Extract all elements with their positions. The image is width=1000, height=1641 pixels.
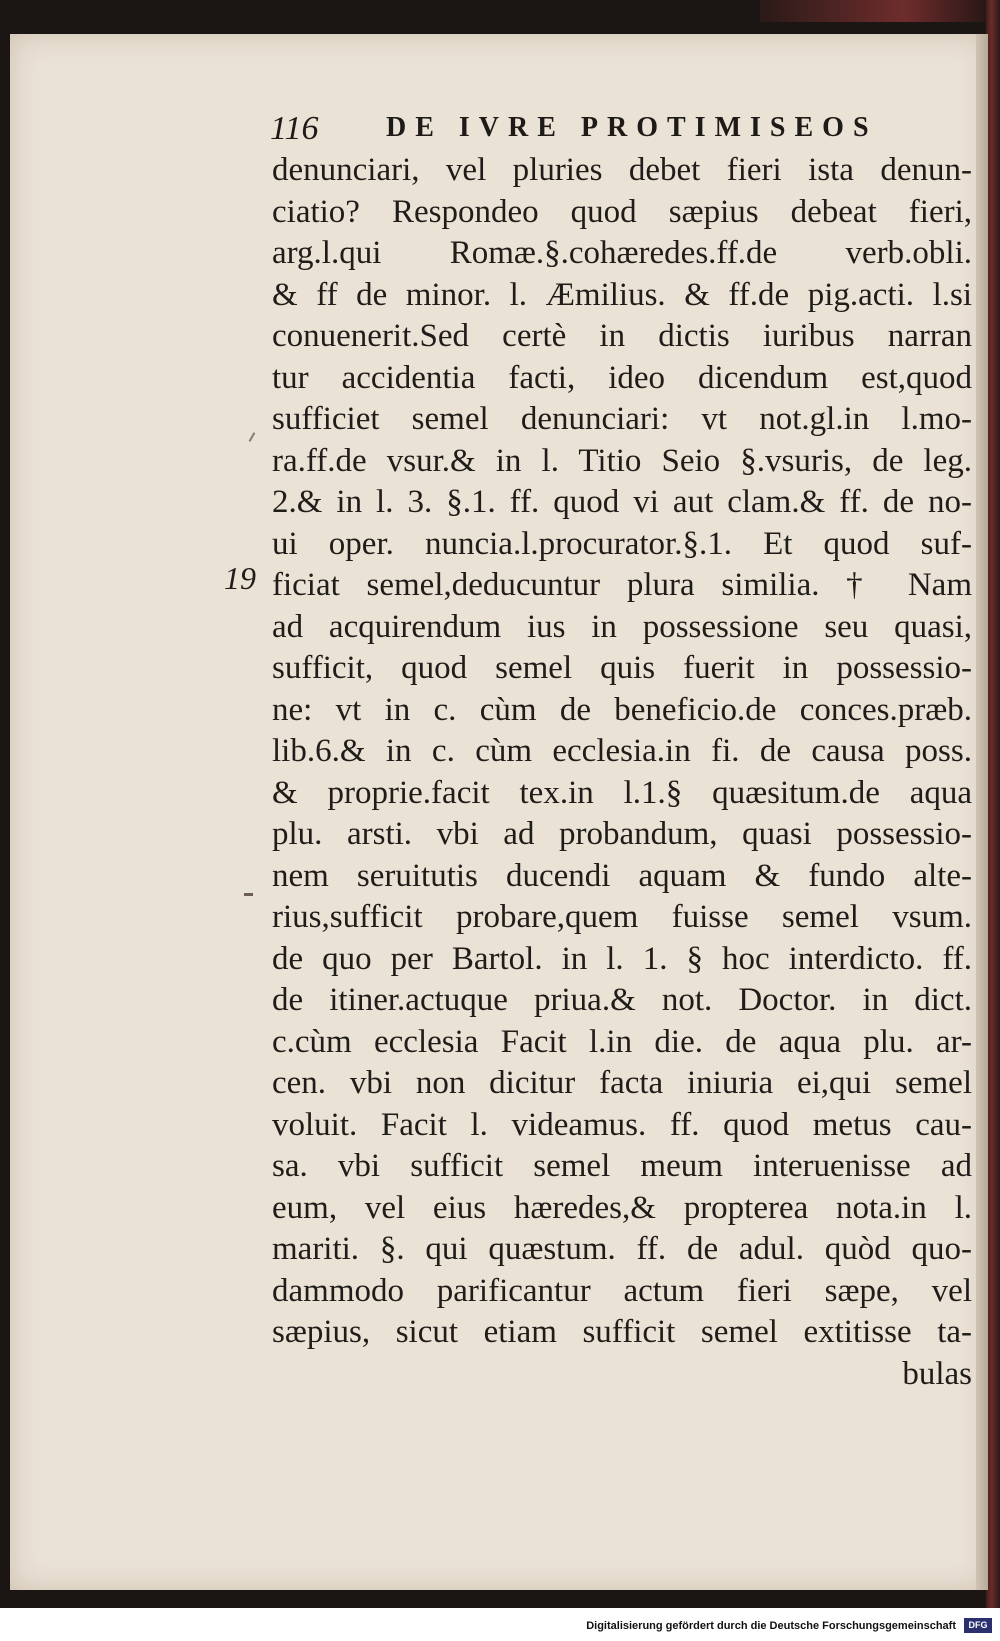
text-line: ciatio? Respondeo quod sæpius debeat fieri, bbox=[272, 193, 972, 230]
text-line: mariti. §. qui quæstum. ff. de adul. quòd quo- bbox=[272, 1231, 972, 1267]
text-line: & proprie.facit tex.in l.1.§ quæsitum.de aqua bbox=[272, 774, 972, 811]
page-number: 116 bbox=[270, 110, 319, 147]
text-line: lib.6.& in c. cùm ecclesia.in fi. de causa poss. bbox=[272, 733, 972, 769]
text-line: denunciari, vel pluries debet fieri ista denun- bbox=[272, 152, 972, 188]
text-line: cen. vbi non dicitur facta iniuria ei,qui semel bbox=[272, 1065, 972, 1101]
text-line: arg.l.qui Romæ.§.cohæredes.ff.de verb.obli. bbox=[272, 235, 972, 271]
running-head: DE IVRE PROTIMISEOS bbox=[386, 112, 878, 143]
text-line: sufficit, quod semel quis fuerit in possessio- bbox=[272, 650, 972, 686]
text-line: sufficiet semel denunciari: vt not.gl.in l.mo- bbox=[272, 401, 972, 437]
funding-credit: Digitalisierung gefördert durch die Deutsche Forschungsgemeinschaft bbox=[586, 1620, 956, 1632]
text-line: ad acquirendum ius in possessione seu quasi, bbox=[272, 608, 972, 645]
text-line: ne: vt in c. cùm de beneficio.de conces.præb. bbox=[272, 691, 972, 728]
text-line: nem seruitutis ducendi aquam & fundo alte- bbox=[272, 857, 972, 894]
text-line: c.cùm ecclesia Facit l.in die. de aqua plu. ar- bbox=[272, 1023, 972, 1060]
body-text bbox=[272, 150, 972, 1395]
text-line: plu. arsti. vbi ad probandum, quasi possessio- bbox=[272, 816, 972, 852]
text-line: sa. vbi sufficit semel meum interuenisse ad bbox=[272, 1148, 972, 1184]
text-line: ui oper. nuncia.l.procurator.§.1. Et quod suf- bbox=[272, 525, 972, 562]
text-line: ra.ff.de vsur.& in l. Titio Seio §.vsuris, de leg. bbox=[272, 442, 972, 479]
text-line: voluit. Facit l. videamus. ff. quod metus cau- bbox=[272, 1106, 972, 1143]
catchword: bulas bbox=[902, 1355, 972, 1392]
page-header bbox=[270, 110, 970, 150]
margin-section-number: 19 bbox=[224, 560, 256, 596]
text-line: tur accidentia facti, ideo dicendum est,quod bbox=[272, 359, 972, 396]
text-line: eum, vel eius hæredes,& propterea nota.in l. bbox=[272, 1189, 972, 1226]
text-line: de quo per Bartol. in l. 1. § hoc interdicto. ff. bbox=[272, 940, 972, 977]
text-line: conuenerit.Sed certè in dictis iuribus narran bbox=[272, 318, 972, 354]
text-line: sæpius, sicut etiam sufficit semel extitisse ta- bbox=[272, 1314, 972, 1350]
margin-dash bbox=[244, 893, 253, 896]
text-line: dammodo parificantur actum fieri sæpe, vel bbox=[272, 1272, 972, 1309]
text-line: & ff de minor. l. Æmilius. & ff.de pig.acti. l.si bbox=[272, 276, 972, 313]
book-spine-edge bbox=[986, 0, 1000, 1608]
text-line: ficiat semel,deducuntur plura similia. † Nam bbox=[272, 567, 972, 603]
page-edge-shadow bbox=[976, 34, 988, 1590]
text-line: rius,sufficit probare,quem fuisse semel vsum. bbox=[272, 899, 972, 935]
text-line: 2.& in l. 3. §.1. ff. quod vi aut clam.& ff. de no- bbox=[272, 484, 972, 520]
footer-bar bbox=[0, 1608, 1000, 1641]
book-cover-edge bbox=[760, 0, 1000, 22]
dfg-logo: DFG bbox=[964, 1618, 992, 1633]
text-line: de itiner.actuque priua.& not. Doctor. in dict. bbox=[272, 982, 972, 1018]
